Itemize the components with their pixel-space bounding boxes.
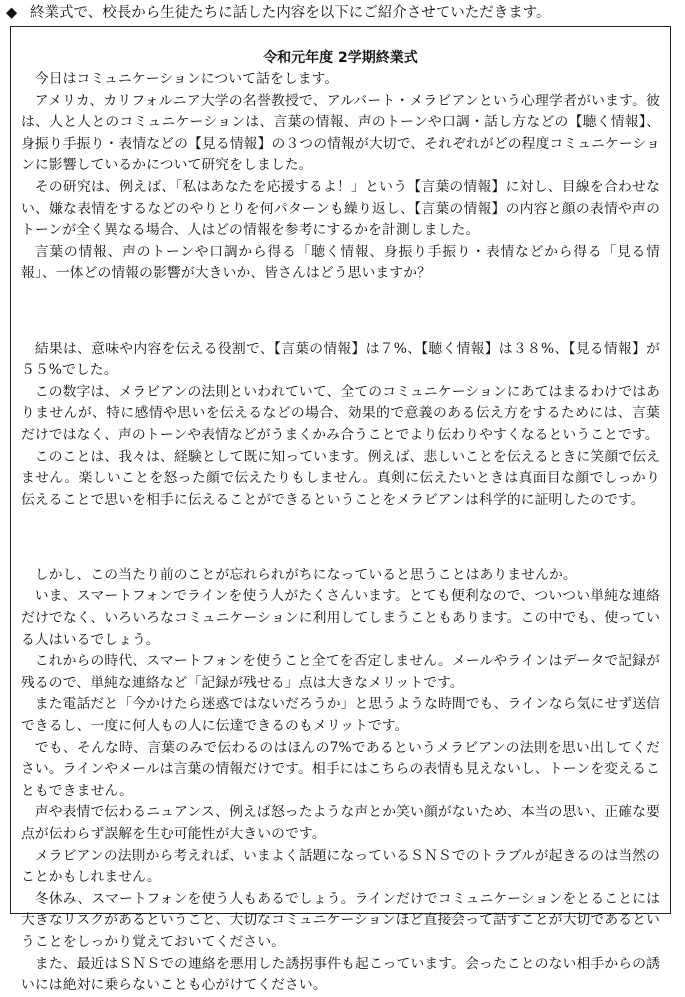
speech-paragraph: 今日はコミュニケーションについて話をします。 <box>34 71 339 87</box>
speech-paragraph: しかし、この当たり前のことが忘れられがちになっていると思うことはありませんか。 <box>34 566 577 583</box>
speech-paragraph: 言葉の情報、声のトーンや口調から得る「聴く情報、身振り手振り・表情などから得る「見る情報」、一体どの情報の影響が大きいか、皆さんはどう思いますか？ <box>21 243 660 282</box>
intro-line <box>6 3 678 23</box>
speech-paragraph: その研究は、例えば、「私はあなたを応援するよ！」という【言葉の情報】に対し、目線を合わせない、嫌な表情をするなどのやりとりを何パターンも繰り返し、【言葉の情報】の内容と顔の表情や声のトーンが全く異なる場合、人はどの情報を参考にするかを計測しました。 <box>21 178 660 239</box>
speech-paragraph: また、最近はＳＮＳでの連絡を悪用した誘拐事件も起こっています。会ったことのない相手からの誘いには絶対に乗らないことも心がけてください。 <box>21 955 660 994</box>
speech-paragraph: 冬休み、スマートフォンを使う人もあるでしょう。ラインだけでコミュニケーションをとることには大きなリスクがあるということ、大切なコミュニケーションほど直接会って話すことが大切であるということをしっかり覚えておいてください。 <box>21 890 660 950</box>
speech-paragraph: アメリカ、カリフォルニア大学の名誉教授で、アルバート・メラビアンという心理学者がいます。彼は、人と人とのコミュニケーションは、言葉の情報、声のトーンや口調・話し方などの【聴く情報】、身振り手振り・表情などの【見る情報】の３つの情報が大切で、それぞれがどの程度コミュニケーションに影響しているかについて研究をしました。 <box>21 92 660 174</box>
diamond-bullet-icon: ◆ <box>6 5 18 21</box>
speech-box <box>10 26 671 994</box>
paragraph-gap <box>21 301 660 323</box>
paragraph-gap <box>21 527 660 549</box>
speech-paragraph: でも、そんな時、言葉のみで伝わるのはほんの7%であるというメラビアンの法則を思い出してください。ラインやメールは言葉の情報だけです。相手にはこちらの表情も見えないし、トーンを変えることもできません。 <box>21 739 660 799</box>
intro-text: 終業式で、校長から生徒たちに話した内容を以下にご紹介させていただきます。 <box>30 5 551 21</box>
speech-paragraph: このことは、我々は、経験として既に知っています。例えば、悲しいことを伝えるときに笑顔で伝えません。楽しいことを怒った顔で伝えたりもしません。真剣に伝えたいときは真面目な顔でしっかり伝えることで思いを相手に伝えることができるということをメラビアンは科学的に証明したのです。 <box>21 448 660 508</box>
speech-paragraph: メラビアンの法則から考えれば、いまよく話題になっているＳＮＳでのトラブルが起きるのは当然のことかもしれません。 <box>21 847 660 886</box>
speech-paragraph: この数字は、メラビアンの法則といわれていて、全てのコミュニケーションにあてはまるわけではありませんが、特に感情や思いを伝えるなどの場合、効果的で意義のある伝え方をするためには、言葉だけではなく、声のトーンや表情などがうまくかみ合うことでより伝わりやすくなるということです。 <box>21 383 660 443</box>
speech-body <box>21 69 660 997</box>
speech-paragraph: 結果は、意味や内容を伝える役割で、【言葉の情報】は７%、【聴く情報】は３８%、【見る情報】が５５%でした。 <box>21 340 660 379</box>
speech-paragraph: いま、スマートフォンでラインを使う人がたくさんいます。とても便利なので、ついつい単純な連絡だけでなく、いろいろなコミュニケーションに利用してしまうこともあります。この中でも、使っている人はいるでしょう。 <box>21 588 660 648</box>
speech-paragraph: また電話だと「今かけたら迷惑ではないだろうか」と思うような時間でも、ラインなら気にせず送信できるし、一度に何人もの人に伝達できるのもメリットです。 <box>21 696 660 735</box>
speech-paragraph: 声や表情で伝わるニュアンス、例えば怒ったような声とか笑い顔がないため、本当の思い、正確な要点が伝わらず誤解を生む可能性が大きいのです。 <box>21 804 660 842</box>
speech-title: 令和元年度 2学期終業式 <box>263 50 418 66</box>
speech-paragraph: これからの時代、スマートフォンを使うこと全てを否定しません。メールやラインはデータで記録が残るので、単純な連絡など「記録が残せる」点は大きなメリットです。 <box>21 653 660 691</box>
